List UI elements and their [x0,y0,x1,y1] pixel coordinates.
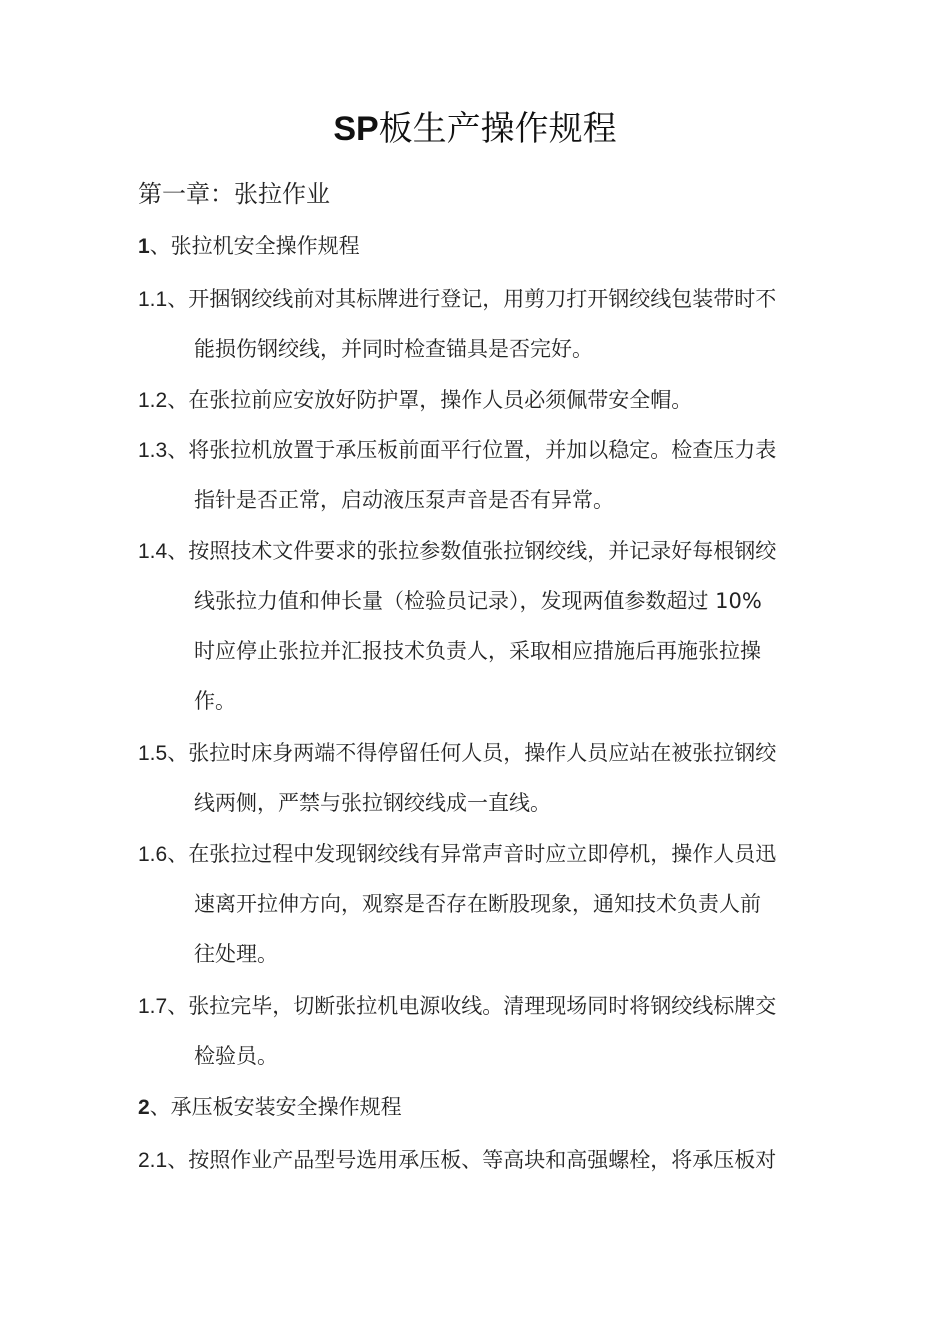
document-title [0,104,950,154]
list-item-1-7 [138,991,828,1091]
item-text: 、按照作业产品型号选用承压板、等高块和高强螺栓，将承压板对 [167,1148,777,1172]
item-number: 1.3 [138,439,168,462]
item-line-continuation: 线张拉力值和伸长量（检验员记录），发现两值参数超过 10% [194,589,762,613]
item-number: 1.6 [138,843,168,866]
list-item-1-3 [138,435,828,535]
list-item-1-1 [138,284,828,384]
section-title: 、承压板安装安全操作规程 [149,1095,402,1119]
section-title: 、张拉机安全操作规程 [149,234,360,258]
item-number: 1.7 [138,995,168,1018]
item-line [138,1145,828,1195]
item-text: 、将张拉机放置于承压板前面平行位置，并加以稳定。检查压力表 [167,438,777,462]
item-line-continuation: 能损伤钢绞线，并同时检查锚具是否完好。 [194,337,593,361]
section-heading-2 [138,1092,402,1123]
item-line-continuation: 检验员。 [194,1044,278,1068]
section-heading-1 [138,231,360,262]
item-line-continuation: 指针是否正常，启动液压泵声音是否有异常。 [194,488,614,512]
item-line [138,536,828,586]
document-title-latin: SP [333,110,379,148]
item-line [138,839,828,889]
item-number: 2.1 [138,1149,168,1172]
item-line-continuation: 作。 [194,689,236,713]
item-number: 1.5 [138,742,168,765]
item-text: 、在张拉过程中发现钢绞线有异常声音时应立即停机，操作人员迅 [167,842,777,866]
item-text: 、在张拉前应安放好防护罩，操作人员必须佩带安全帽。 [167,388,693,412]
section-number: 1 [138,235,150,258]
item-number: 1.1 [138,288,168,311]
item-line-continuation: 速离开拉伸方向，观察是否存在断股现象，通知技术负责人前 [194,892,761,916]
item-number: 1.4 [138,540,168,563]
list-item-1-4 [138,536,828,736]
list-item-1-2 [138,385,828,435]
item-number: 1.2 [138,389,168,412]
item-line [138,435,828,485]
item-line-continuation: 线两侧，严禁与张拉钢绞线成一直线。 [194,791,551,815]
item-text: 、张拉时床身两端不得停留任何人员，操作人员应站在被张拉钢绞 [167,741,777,765]
item-text: 、按照技术文件要求的张拉参数值张拉钢绞线，并记录好每根钢绞 [167,539,777,563]
item-text: 、张拉完毕，切断张拉机电源收线。清理现场同时将钢绞线标牌交 [167,994,777,1018]
item-line [138,284,828,334]
list-item-2-1 [138,1145,828,1195]
list-item-1-5 [138,738,828,838]
item-line-continuation: 往处理。 [194,942,278,966]
document-title-text: 板生产操作规程 [378,109,617,149]
item-line [138,991,828,1041]
item-line [138,738,828,788]
list-item-1-6 [138,839,828,989]
item-line-continuation: 时应停止张拉并汇报技术负责人，采取相应措施后再施张拉操 [194,639,761,663]
chapter-heading: 第一章：张拉作业 [138,180,330,208]
item-text: 、开捆钢绞线前对其标牌进行登记，用剪刀打开钢绞线包装带时不 [167,287,777,311]
section-number: 2 [138,1096,150,1119]
item-line [138,385,828,435]
